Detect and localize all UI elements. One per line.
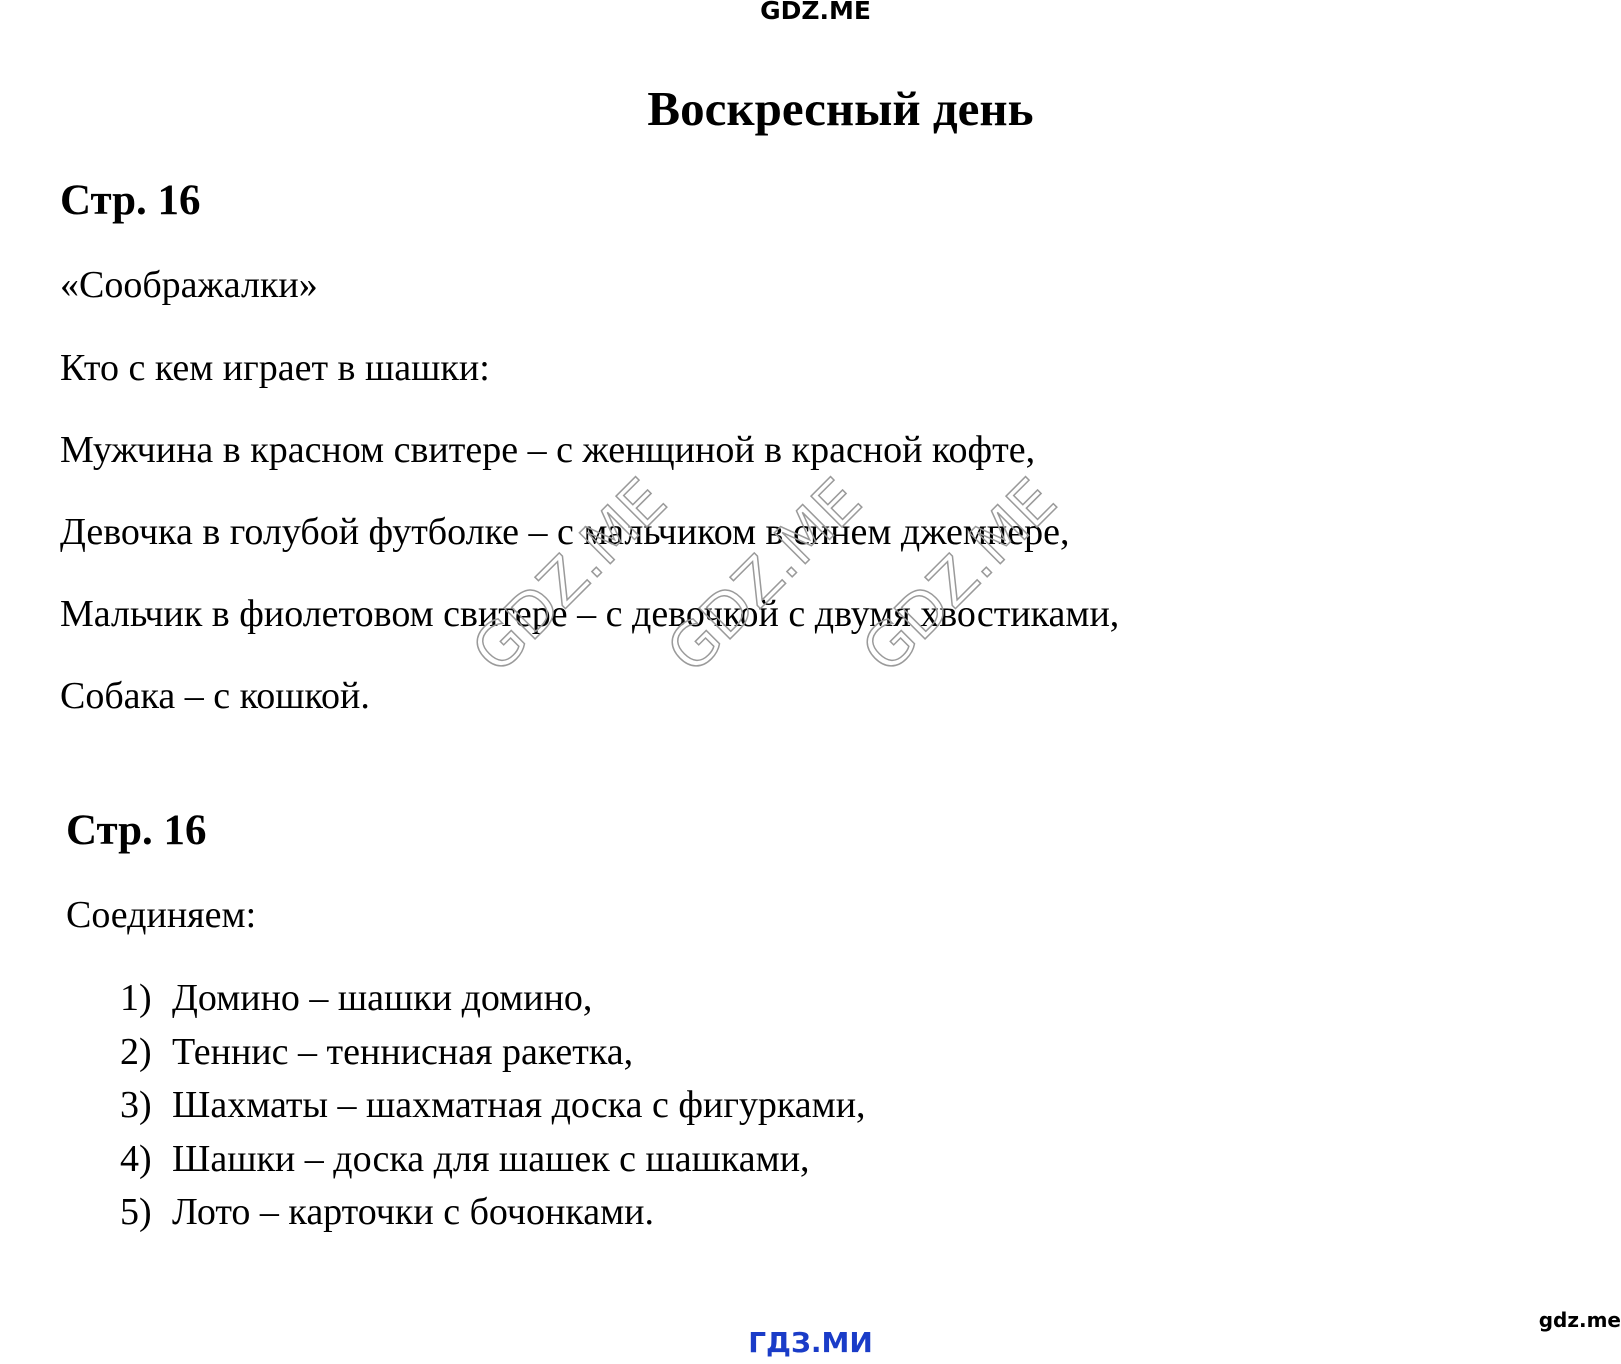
- answer-line: Мальчик в фиолетовом свитере – с девочкой с двумя хвостиками,: [60, 593, 1120, 635]
- watermark-text: GDZ.ME: [459, 465, 681, 687]
- list-item: [120, 1030, 633, 1074]
- watermark-text: GDZ.ME: [654, 465, 876, 687]
- list-item-text: Шашки – доска для шашек с шашками,: [172, 1138, 810, 1180]
- list-item-text: Домино – шашки домино,: [172, 977, 593, 1019]
- list-item: [120, 1083, 866, 1127]
- site-corner-label: gdz.me: [1538, 1308, 1621, 1332]
- list-item-number: 2): [120, 1031, 152, 1073]
- page-title: Воскресный день: [647, 81, 1034, 136]
- list-item-number: 4): [120, 1138, 152, 1180]
- site-footer-label: ГДЗ.МИ: [748, 1326, 873, 1359]
- site-header-label: GDZ.ME: [760, 0, 871, 25]
- section-heading: Стр. 16: [60, 177, 201, 224]
- section-intro: Соединяем:: [66, 894, 257, 936]
- question-line: Кто с кем играет в шашки:: [60, 347, 490, 389]
- list-item: [120, 976, 592, 1020]
- list-item-number: 1): [120, 977, 152, 1019]
- list-item-text: Теннис – теннисная ракетка,: [172, 1031, 634, 1073]
- list-item-text: Лото – карточки с бочонками.: [172, 1191, 655, 1233]
- list-item-number: 3): [120, 1084, 152, 1126]
- answer-line: Собака – с кошкой.: [60, 675, 370, 717]
- list-item: [120, 1190, 654, 1234]
- list-item-text: Шахматы – шахматная доска с фигурками,: [172, 1084, 866, 1126]
- riddle-title: «Соображалки»: [60, 264, 318, 306]
- section-heading: Стр. 16: [66, 807, 207, 854]
- list-item: [120, 1137, 810, 1181]
- watermark-text: GDZ.ME: [849, 465, 1071, 687]
- list-item-number: 5): [120, 1191, 152, 1233]
- answer-line: Мужчина в красном свитере – с женщиной в красной кофте,: [60, 429, 1036, 471]
- answer-line: Девочка в голубой футболке – с мальчиком в синем джемпере,: [60, 511, 1070, 553]
- watermark-group: [459, 466, 1070, 687]
